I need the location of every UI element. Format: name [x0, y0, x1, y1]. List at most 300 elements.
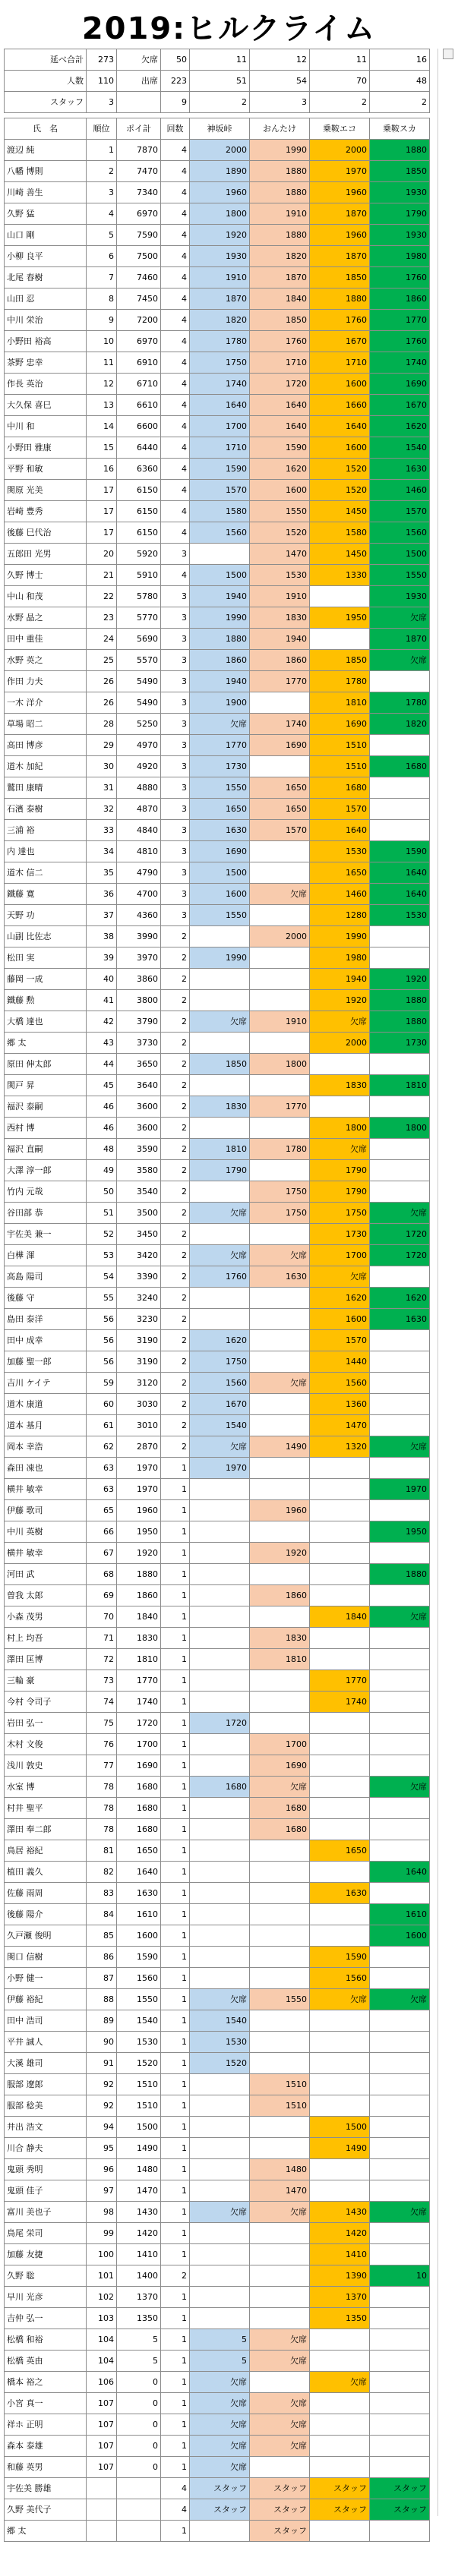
rank: 3 — [87, 182, 117, 203]
race-score: 1930 — [370, 586, 430, 607]
rider-name: 田中 重佳 — [5, 629, 87, 650]
table-row — [5, 1521, 430, 1543]
race-score: 1690 — [370, 374, 430, 395]
race-count: 1 — [161, 2244, 190, 2265]
table-row — [5, 2265, 430, 2287]
rank: 8 — [87, 288, 117, 310]
race-score — [370, 799, 430, 820]
race-count: 4 — [161, 246, 190, 267]
race-count: 2 — [161, 1309, 190, 1330]
race-score — [310, 1054, 370, 1075]
rider-name: 高島 陽司 — [5, 1266, 87, 1288]
race-score: 欠席 — [310, 1139, 370, 1160]
rider-name: 大橋 達也 — [5, 1011, 87, 1033]
race-score: 1870 — [310, 246, 370, 267]
rider-name: 八幡 博則 — [5, 161, 87, 182]
race-count: 1 — [161, 2436, 190, 2457]
race-score: 1780 — [370, 692, 430, 714]
table-row — [5, 1798, 430, 1819]
table-row — [5, 161, 430, 182]
race-count: 1 — [161, 1585, 190, 1606]
race-score — [190, 990, 250, 1011]
table-row — [5, 586, 430, 607]
table-row — [5, 1713, 430, 1734]
race-count: 3 — [161, 735, 190, 756]
race-score: 1830 — [190, 1096, 250, 1118]
points-total: 1550 — [117, 1989, 161, 2010]
race-score: 1530 — [190, 2032, 250, 2053]
race-score — [370, 1649, 430, 1670]
rank: 56 — [87, 1309, 117, 1330]
race-count: 4 — [161, 395, 190, 416]
race-score: 1960 — [310, 182, 370, 203]
table-row — [5, 331, 430, 352]
race-score — [250, 969, 310, 990]
race-score: 5 — [190, 2329, 250, 2351]
table-row — [5, 735, 430, 756]
rider-name: 天野 功 — [5, 905, 87, 926]
race-score — [190, 1840, 250, 1862]
table-row — [5, 714, 430, 735]
race-score: 1780 — [190, 331, 250, 352]
race-score: 1920 — [310, 990, 370, 1011]
points-total: 3240 — [117, 1288, 161, 1309]
rider-name: 横井 敏幸 — [5, 1479, 87, 1500]
rider-name: 後藤 巳代治 — [5, 522, 87, 544]
table-row — [5, 2117, 430, 2138]
points-total: 1400 — [117, 2265, 161, 2287]
rider-name: 北尾 春樹 — [5, 267, 87, 288]
summary-row — [5, 71, 430, 92]
race-count: 3 — [161, 692, 190, 714]
rank: 100 — [87, 2244, 117, 2265]
race-count: 1 — [161, 2351, 190, 2372]
summary-label — [117, 92, 161, 113]
race-score — [370, 2436, 430, 2457]
race-score: 1690 — [250, 1755, 310, 1777]
race-score — [370, 1415, 430, 1436]
points-total: 1960 — [117, 1500, 161, 1521]
race-count: 1 — [161, 2074, 190, 2095]
table-row — [5, 1309, 430, 1330]
race-count: 4 — [161, 565, 190, 586]
race-count: 2 — [161, 1203, 190, 1224]
race-count: 4 — [161, 2478, 190, 2499]
race-score: 1880 — [250, 161, 310, 182]
table-row — [5, 416, 430, 437]
rider-name: 山口 剛 — [5, 225, 87, 246]
points-total: 5570 — [117, 650, 161, 671]
summary-block — [5, 49, 430, 118]
points-total: 1740 — [117, 1692, 161, 1713]
table-row — [5, 1054, 430, 1075]
race-score: 1860 — [250, 1585, 310, 1606]
rank: 78 — [87, 1777, 117, 1798]
rank: 16 — [87, 459, 117, 480]
table-row — [5, 1011, 430, 1033]
race-score — [310, 2393, 370, 2414]
points-total: 1600 — [117, 1925, 161, 1947]
rider-name: 水野 英之 — [5, 650, 87, 671]
race-score — [310, 2010, 370, 2032]
race-score: 1790 — [370, 203, 430, 225]
race-score: 1880 — [370, 990, 430, 1011]
rank: 101 — [87, 2265, 117, 2287]
race-score: 1560 — [190, 522, 250, 544]
rider-name: 岩田 弘一 — [5, 1713, 87, 1734]
race-score — [190, 1564, 250, 1585]
points-total: 5 — [117, 2351, 161, 2372]
table-row — [5, 310, 430, 331]
rank: 46 — [87, 1096, 117, 1118]
race-score — [250, 1309, 310, 1330]
rider-name: 鐵藤 寛 — [5, 884, 87, 905]
rank: 56 — [87, 1330, 117, 1351]
points-total: 1680 — [117, 1777, 161, 1798]
race-score: 1730 — [310, 1224, 370, 1245]
race-count: 1 — [161, 1989, 190, 2010]
race-score: 1720 — [370, 1245, 430, 1266]
race-score — [370, 735, 430, 756]
rank: 96 — [87, 2159, 117, 2180]
rider-name: 岡本 幸浩 — [5, 1436, 87, 1458]
race-count: 2 — [161, 926, 190, 947]
points-total: 1350 — [117, 2308, 161, 2329]
points-total: 7340 — [117, 182, 161, 203]
table-row — [5, 1670, 430, 1692]
race-score: 1700 — [190, 416, 250, 437]
rider-name: 五郎田 光男 — [5, 544, 87, 565]
table-row — [5, 2329, 430, 2351]
points-total: 6150 — [117, 480, 161, 501]
race-score — [250, 1606, 310, 1628]
race-count: 1 — [161, 1798, 190, 1819]
points-total: 6440 — [117, 437, 161, 459]
points-total: 0 — [117, 2372, 161, 2393]
race-score — [370, 1968, 430, 1989]
rank: 83 — [87, 1883, 117, 1904]
table-row — [5, 544, 430, 565]
rider-name: 久野 猛 — [5, 203, 87, 225]
race-score: 1660 — [310, 395, 370, 416]
rank: 88 — [87, 1989, 117, 2010]
race-score: 1460 — [370, 480, 430, 501]
race-score — [250, 2223, 310, 2244]
summary-label: 人数 — [5, 71, 87, 92]
race-score — [250, 2287, 310, 2308]
table-row — [5, 2202, 430, 2223]
points-total: 1530 — [117, 2032, 161, 2053]
points-total: 6610 — [117, 395, 161, 416]
race-score: 1640 — [370, 862, 430, 884]
points-total: 1490 — [117, 2138, 161, 2159]
rider-name: 関口 信樹 — [5, 1947, 87, 1968]
race-score: 1600 — [370, 1925, 430, 1947]
rank: 107 — [87, 2436, 117, 2457]
race-score: 欠席 — [190, 1245, 250, 1266]
race-score: 1640 — [310, 820, 370, 841]
points-total: 0 — [117, 2457, 161, 2478]
rider-name: 鬼頭 秀明 — [5, 2159, 87, 2180]
race-score — [190, 1118, 250, 1139]
race-score: 1910 — [190, 267, 250, 288]
race-score: 1810 — [250, 1649, 310, 1670]
race-score — [310, 1096, 370, 1118]
column-header: 氏 名 — [5, 118, 87, 140]
rank: 76 — [87, 1734, 117, 1755]
race-score — [190, 1479, 250, 1500]
race-count: 2 — [161, 2265, 190, 2287]
race-score — [310, 2095, 370, 2117]
race-score: 5 — [190, 2351, 250, 2372]
race-count: 1 — [161, 1968, 190, 1989]
table-row — [5, 395, 430, 416]
race-score — [370, 1819, 430, 1840]
race-score: 1330 — [310, 565, 370, 586]
race-score: 1850 — [310, 650, 370, 671]
points-total: 2870 — [117, 1436, 161, 1458]
points-total: 1500 — [117, 2117, 161, 2138]
race-count: 1 — [161, 1925, 190, 1947]
rider-name: 竹内 元哉 — [5, 1181, 87, 1203]
race-score — [310, 2032, 370, 2053]
race-count: 1 — [161, 1649, 190, 1670]
race-score: 1520 — [310, 480, 370, 501]
points-total: 1610 — [117, 1904, 161, 1925]
rank: 62 — [87, 1436, 117, 1458]
rider-name: 山田 忍 — [5, 288, 87, 310]
rank: 87 — [87, 1968, 117, 1989]
race-score — [370, 2287, 430, 2308]
points-total: 3540 — [117, 1181, 161, 1203]
rider-name: 島田 泰洋 — [5, 1309, 87, 1330]
rank: 98 — [87, 2202, 117, 2223]
race-score: 1620 — [250, 459, 310, 480]
race-score — [190, 926, 250, 947]
race-score: 1880 — [310, 288, 370, 310]
race-score: 1960 — [250, 1500, 310, 1521]
rider-name: 茶野 忠幸 — [5, 352, 87, 374]
race-score — [250, 1288, 310, 1309]
points-total: 1640 — [117, 1862, 161, 1883]
rider-name: 曽我 太郎 — [5, 1585, 87, 1606]
rider-name: 森田 凍也 — [5, 1458, 87, 1479]
race-score: 1940 — [190, 586, 250, 607]
table-row — [5, 2372, 430, 2393]
race-score: 1520 — [310, 459, 370, 480]
race-score: 1650 — [310, 1840, 370, 1862]
table-row — [5, 1925, 430, 1947]
race-score: 欠席 — [370, 2202, 430, 2223]
rank: 49 — [87, 1160, 117, 1181]
points-total: 4360 — [117, 905, 161, 926]
race-score: 欠席 — [190, 2372, 250, 2393]
rider-name: 中山 和茂 — [5, 586, 87, 607]
table-row — [5, 2095, 430, 2117]
table-row — [5, 1883, 430, 1904]
race-score: 欠席 — [190, 2436, 250, 2457]
rank: 1 — [87, 140, 117, 161]
rider-name: 内 達也 — [5, 841, 87, 862]
points-total: 3120 — [117, 1373, 161, 1394]
points-total: 1560 — [117, 1968, 161, 1989]
points-total: 1700 — [117, 1734, 161, 1755]
points-total — [117, 2499, 161, 2521]
summary-label: 延べ合計 — [5, 49, 87, 71]
race-count: 1 — [161, 1947, 190, 1968]
race-score: 1480 — [250, 2159, 310, 2180]
table-row — [5, 1075, 430, 1096]
column-header: 乗鞍エコ — [310, 118, 370, 140]
race-score — [250, 1521, 310, 1543]
summary-count: 11 — [310, 49, 370, 71]
race-score: 欠席 — [250, 2414, 310, 2436]
rank: 99 — [87, 2223, 117, 2244]
race-count: 1 — [161, 2032, 190, 2053]
race-score: 1650 — [310, 862, 370, 884]
race-score: 1550 — [250, 501, 310, 522]
race-score — [370, 2138, 430, 2159]
table-row — [5, 2053, 430, 2074]
race-score: 2000 — [310, 1033, 370, 1054]
rider-name: 佐藤 雨周 — [5, 1883, 87, 1904]
race-score: 1770 — [250, 1096, 310, 1118]
race-count: 3 — [161, 607, 190, 629]
summary-value: 273 — [87, 49, 117, 71]
race-score — [190, 1033, 250, 1054]
race-score — [190, 2223, 250, 2244]
race-score: 1860 — [190, 650, 250, 671]
rank: 71 — [87, 1628, 117, 1649]
rank: 11 — [87, 352, 117, 374]
race-score: 1600 — [310, 1309, 370, 1330]
race-score: 1590 — [250, 437, 310, 459]
race-count: 1 — [161, 2329, 190, 2351]
race-count: 3 — [161, 586, 190, 607]
rank: 107 — [87, 2457, 117, 2478]
table-row — [5, 1394, 430, 1415]
race-score — [310, 1904, 370, 1925]
points-total: 1830 — [117, 1628, 161, 1649]
rank: 85 — [87, 1925, 117, 1947]
points-total: 1520 — [117, 2053, 161, 2074]
points-total: 1510 — [117, 2095, 161, 2117]
race-count: 2 — [161, 1266, 190, 1288]
race-score — [310, 1500, 370, 1521]
rank: 22 — [87, 586, 117, 607]
race-score — [370, 1755, 430, 1777]
rider-name: 田中 成幸 — [5, 1330, 87, 1351]
race-score — [250, 905, 310, 926]
race-count: 4 — [161, 416, 190, 437]
rider-name: 大久保 喜巳 — [5, 395, 87, 416]
race-score: 1500 — [310, 2117, 370, 2138]
race-score: 1810 — [370, 1075, 430, 1096]
race-score — [370, 2180, 430, 2202]
race-score: 1560 — [310, 1373, 370, 1394]
points-total: 3790 — [117, 1011, 161, 1033]
table-row — [5, 990, 430, 1011]
race-score — [250, 1118, 310, 1139]
rider-name: 郷 太 — [5, 2521, 87, 2542]
rider-name: 伊藤 裕紀 — [5, 1989, 87, 2010]
table-row — [5, 1692, 430, 1713]
race-score: 1790 — [190, 1160, 250, 1181]
points-total: 5250 — [117, 714, 161, 735]
points-total: 3860 — [117, 969, 161, 990]
table-row — [5, 1862, 430, 1883]
race-score — [310, 2074, 370, 2095]
race-count: 2 — [161, 1011, 190, 1033]
rank: 55 — [87, 1288, 117, 1309]
points-total: 4920 — [117, 756, 161, 777]
race-score — [310, 2329, 370, 2351]
race-score: 1560 — [370, 522, 430, 544]
rank: 26 — [87, 692, 117, 714]
points-total — [117, 2521, 161, 2542]
race-score: 1450 — [310, 501, 370, 522]
race-count: 1 — [161, 1862, 190, 1883]
table-row — [5, 1585, 430, 1606]
race-score — [190, 2287, 250, 2308]
points-total: 3580 — [117, 1160, 161, 1181]
race-score: 1500 — [190, 565, 250, 586]
race-count: 1 — [161, 2159, 190, 2180]
table-row — [5, 1033, 430, 1054]
rank: 68 — [87, 1564, 117, 1585]
race-score: 1360 — [310, 1394, 370, 1415]
side-bar — [437, 49, 456, 2516]
race-score: 1740 — [250, 714, 310, 735]
race-score: 欠席 — [370, 650, 430, 671]
table-row — [5, 437, 430, 459]
race-score: 1540 — [190, 1415, 250, 1436]
race-count: 3 — [161, 862, 190, 884]
rider-name: 渡辺 純 — [5, 140, 87, 161]
rank: 20 — [87, 544, 117, 565]
points-total: 5780 — [117, 586, 161, 607]
rank: 56 — [87, 1351, 117, 1373]
rider-name: 三浦 裕 — [5, 820, 87, 841]
race-score — [370, 1543, 430, 1564]
rank: 35 — [87, 862, 117, 884]
race-score: 1800 — [250, 1054, 310, 1075]
race-score — [310, 1734, 370, 1755]
table-row — [5, 1266, 430, 1288]
rank: 78 — [87, 1819, 117, 1840]
rank: 30 — [87, 756, 117, 777]
race-score: 1760 — [310, 310, 370, 331]
race-score — [250, 2053, 310, 2074]
race-score: 欠席 — [370, 1203, 430, 1224]
race-score: 1620 — [190, 1330, 250, 1351]
race-count: 3 — [161, 884, 190, 905]
points-total: 1770 — [117, 1670, 161, 1692]
race-score: 欠席 — [310, 2372, 370, 2393]
race-count: 1 — [161, 1713, 190, 1734]
rank: 104 — [87, 2329, 117, 2351]
race-score: 1590 — [310, 1947, 370, 1968]
race-score: 1690 — [190, 841, 250, 862]
rank: 23 — [87, 607, 117, 629]
results-sheet — [4, 3, 454, 2542]
race-score — [250, 841, 310, 862]
rank — [87, 2499, 117, 2521]
summary-value: 110 — [87, 71, 117, 92]
points-total: 3800 — [117, 990, 161, 1011]
race-count: 3 — [161, 756, 190, 777]
rank: 26 — [87, 671, 117, 692]
